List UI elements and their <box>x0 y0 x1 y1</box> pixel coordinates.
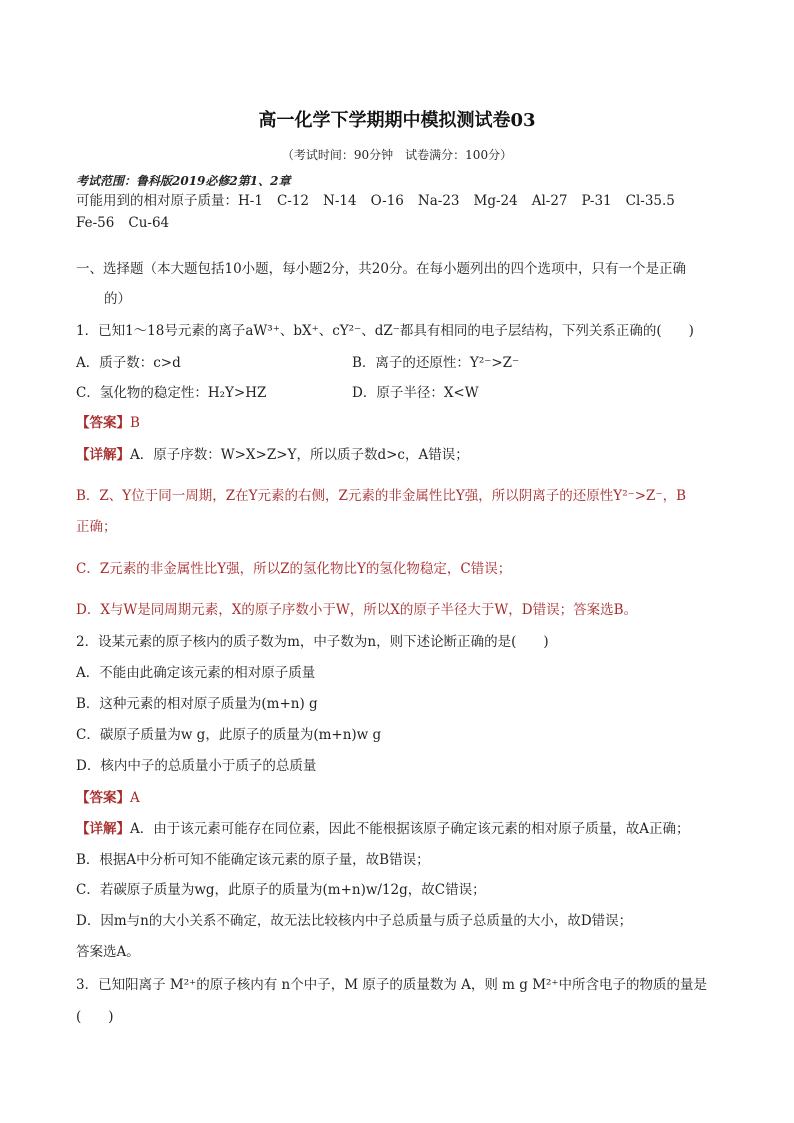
atomic-mass-label: 可能用到的相对原子质量： <box>76 193 238 209</box>
q1-answer-label: 【答案】 <box>76 415 130 431</box>
q1-stem: 1．已知1～18号元素的离子aW³⁺、bX⁺、cY²⁻、dZ⁻都具有相同的电子层结构，下列关系正确的( ) <box>76 323 694 339</box>
q2-answer-label: 【答案】 <box>76 790 130 806</box>
q1-answer <box>76 414 140 432</box>
q1-option-b: B．离子的还原性：Y²⁻>Z⁻ <box>352 355 520 371</box>
q1-detail-c: C．Z元素的非金属性比Y强，所以Z的氢化物比Y的氢化物稳定，C错误； <box>76 561 512 577</box>
mass-cl: Cl-35.5 <box>625 193 675 209</box>
exam-scope: 考试范围：鲁科版2019必修2第1、2章 <box>76 174 291 188</box>
atomic-mass-line <box>76 192 675 210</box>
q1-detail-label: 【详解】 <box>76 447 130 463</box>
q2-answer-value: A <box>130 790 140 806</box>
q2-detail-label: 【详解】 <box>76 821 130 837</box>
q1-detail-b: B．Z、Y位于同一周期，Z在Y元素的右侧，Z元素的非金属性比Y强，所以阴离子的还原性Y²⁻>Z⁻，B <box>76 488 686 504</box>
q1-option-c: C．氢化物的稳定性：H₂Y>HZ <box>76 385 267 401</box>
q2-option-c: C．碳原子质量为w g，此原子的质量为(m+n)w g <box>76 727 382 743</box>
page-title: 高一化学下学期期中模拟测试卷03 <box>258 110 536 131</box>
q3-stem-cont: ( ) <box>76 1009 114 1025</box>
mass-mg: Mg-24 <box>473 193 518 209</box>
section-heading: 一、选择题（本大题包括10小题，每小题2分，共20分。在每小题列出的四个选项中，只有一个是正确 <box>76 261 686 277</box>
q1-option-a: A．质子数：c>d <box>76 355 181 371</box>
q2-detail-a: A．由于该元素可能存在同位素，因此不能根据该原子确定该元素的相对原子质量，故A正确； <box>130 821 690 837</box>
q2-detail-b: B．根据A中分析可知不能确定该元素的原子量，故B错误； <box>76 852 430 868</box>
mass-al: Al-27 <box>531 193 568 209</box>
mass-o: O-16 <box>370 193 404 209</box>
q1-detail-a: A．原子序数：W>X>Z>Y，所以质子数d>c，A错误； <box>130 447 469 463</box>
mass-cu: Cu-64 <box>128 215 170 231</box>
mass-c: C-12 <box>276 193 310 209</box>
mass-fe: Fe-56 <box>76 215 115 231</box>
q2-answer <box>76 789 140 807</box>
mass-p: P-31 <box>581 193 612 209</box>
q1-detail-a-line <box>76 446 469 464</box>
section-heading-cont: 的） <box>104 291 131 307</box>
q2-stem: 2．设某元素的原子核内的质子数为m，中子数为n，则下述论断正确的是( ) <box>76 634 549 650</box>
q2-detail-c: C．若碳原子质量为wg，此原子的质量为(m+n)w/12g，故C错误； <box>76 882 486 898</box>
q2-detail-a-line <box>76 820 690 838</box>
mass-h: H-1 <box>238 193 263 209</box>
mass-n: N-14 <box>323 193 357 209</box>
atomic-mass-line-2 <box>76 214 183 232</box>
mass-na: Na-23 <box>417 193 460 209</box>
q1-detail-d: D．X与W是同周期元素，X的原子序数小于W，所以X的原子半径大于W，D错误；答案选B。 <box>76 602 638 618</box>
q2-detail-d: D．因m与n的大小关系不确定，故无法比较核内中子总质量与质子总质量的大小，故D错误； <box>76 913 633 929</box>
q2-option-a: A．不能由此确定该元素的相对原子质量 <box>76 665 316 681</box>
q1-answer-value: B <box>130 415 140 431</box>
exam-subtitle: （考试时间：90分钟 试卷满分：100分） <box>281 148 513 162</box>
q1-detail-b-cont: 正确； <box>76 519 117 535</box>
q3-stem: 3．已知阳离子 M²⁺的原子核内有 n个中子，M 原子的质量数为 A，则 m g M²⁺中所含电子的物质的量是 <box>76 977 708 993</box>
q2-option-d: D．核内中子的总质量小于质子的总质量 <box>76 758 317 774</box>
q2-option-b: B．这种元素的相对原子质量为(m+n) g <box>76 696 318 712</box>
q1-option-d: D．原子半径：X<W <box>352 385 479 401</box>
q2-conclusion: 答案选A。 <box>76 944 140 960</box>
